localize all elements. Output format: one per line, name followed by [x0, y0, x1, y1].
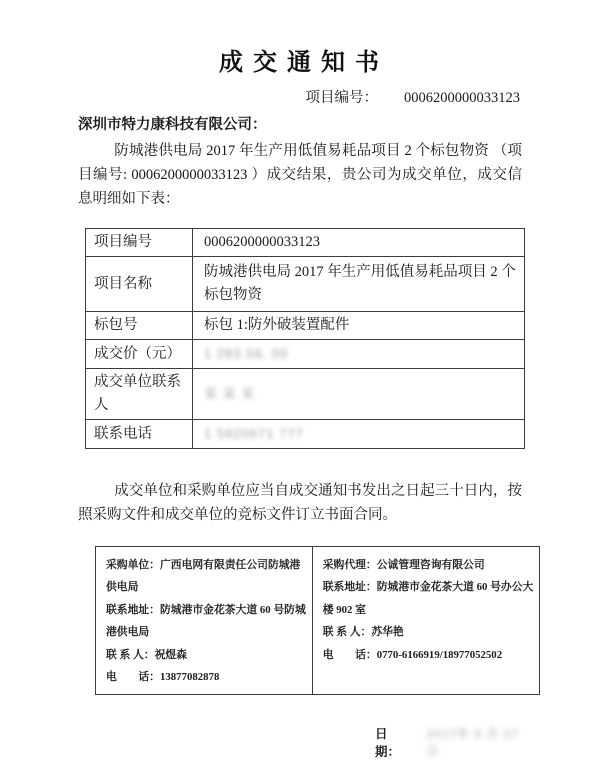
- table-row: [86, 369, 525, 420]
- award-info-table: [85, 228, 525, 449]
- table-row: [86, 340, 525, 369]
- row-label-contact-phone: 联系电话: [86, 420, 193, 449]
- project-number-label: 项目编号：: [305, 90, 378, 106]
- table-row: [86, 229, 525, 257]
- agent-contact-line: 联 系 人：苏华艳: [322, 626, 404, 639]
- agent-phone-line: 电 话：0770-6166919/18977052502: [322, 648, 503, 661]
- agent-unit-line: 采购代理：公诚管理咨询有限公司: [322, 559, 485, 571]
- row-label-project-number: 项目编号: [86, 229, 193, 257]
- buyer-address-line-2: 港供电局: [106, 626, 150, 639]
- row-value-package-number: 标包 1:防外破装置配件: [193, 312, 525, 340]
- body-paragraph-2: 成交单位和采购单位应当自成交通知书发出之日起三十日内，按照采购文件和成交单位的竞标文件订立书面合同。: [78, 483, 522, 523]
- date-line: [375, 724, 522, 760]
- table-row: [86, 312, 525, 340]
- buyer-contact-line: 联 系 人：祝煜森: [106, 648, 187, 661]
- addressee: 深圳市特力康科技有限公司：: [78, 117, 267, 133]
- buyer-cell: [96, 547, 313, 695]
- row-label-package-number: 标包号: [86, 312, 193, 340]
- table-row: [86, 420, 525, 449]
- buyer-address-line: 联系地址：防城港市金花茶大道 60 号防城: [106, 603, 306, 616]
- row-label-contact-person: 成交单位联系人: [86, 369, 193, 420]
- date-redacted-value: 2017年 8 月 27 日: [426, 727, 520, 759]
- table-row: [86, 257, 525, 312]
- row-value-project-number: 0006200000033123: [193, 229, 525, 257]
- buyer-phone-line: 电 话：13877082878: [106, 671, 220, 684]
- table-row: [96, 547, 540, 695]
- row-label-project-name: 项目名称: [86, 257, 193, 312]
- body-paragraph-1: 防城港供电局 2017 年生产用低值易耗品项目 2 个标包物资 （项目编号: 0006200000033123 ）成交结果，贵公司为成交单位，成交信息明细如下表：: [78, 143, 522, 207]
- row-value-project-name: 防城港供电局 2017 年生产用低值易耗品项目 2 个标包物资: [193, 257, 525, 312]
- document-title: 成 交 通 知 书: [219, 50, 381, 76]
- contact-person-redacted-value: 某 某 某: [204, 386, 256, 401]
- buyer-unit-line-2: 供电局: [106, 581, 139, 594]
- agent-address-line-2: 楼 902 室: [322, 603, 366, 616]
- award-price-redacted-value: 1 283.56. 00: [204, 346, 289, 361]
- date-label: 日 期：: [375, 727, 401, 760]
- project-number-value: 0006200000033123: [404, 90, 520, 106]
- row-label-award-price: 成交价（元）: [86, 340, 193, 369]
- buyer-unit-line: 采购单位：广西电网有限责任公司防城港: [106, 559, 301, 571]
- agent-address-line: 联系地址：防城港市金花茶大道 60 号办公大: [322, 581, 534, 594]
- contact-info-table: [95, 546, 540, 695]
- project-number-line: [78, 86, 522, 107]
- agent-cell: [312, 547, 540, 695]
- contact-phone-redacted-value: 1 5920671 777: [204, 426, 304, 441]
